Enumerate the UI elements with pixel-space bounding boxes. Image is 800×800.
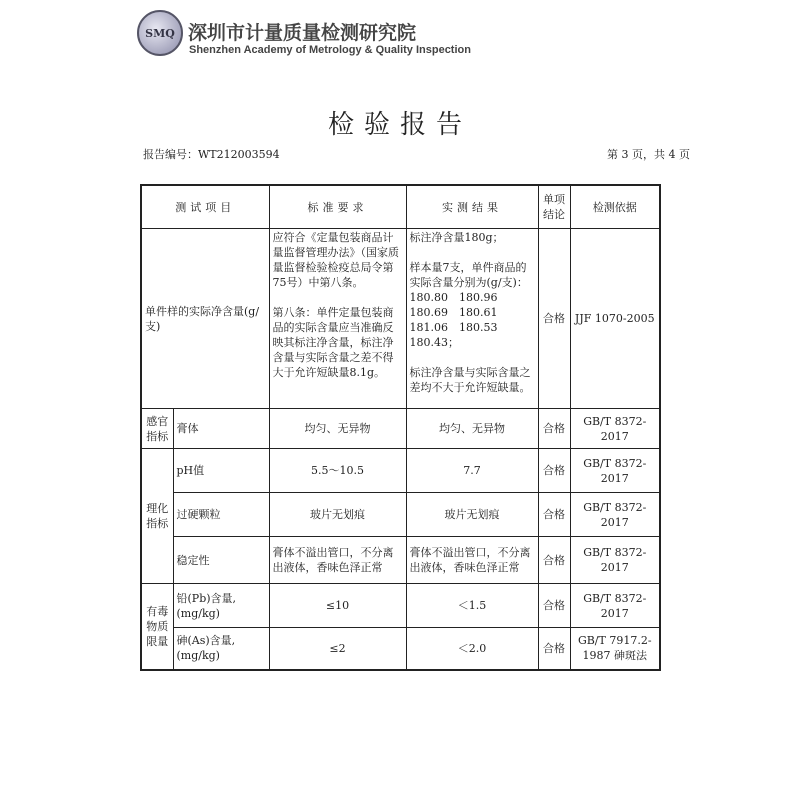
item: pH值 [173, 449, 269, 493]
col-basis: 检测依据 [570, 185, 660, 229]
res-text: 标注净含量180g； [409, 231, 504, 244]
conclusion: 合格 [538, 584, 570, 628]
conclusion: 合格 [538, 449, 570, 493]
org-name-cn: 深圳市计量质量检测研究院 [188, 22, 417, 44]
col-req: 标准要求 [269, 185, 406, 229]
res-text: ＜2.0 [406, 628, 538, 670]
req-text: 玻片无划痕 [269, 493, 406, 537]
item: 膏体 [173, 409, 269, 449]
res-text: 均匀、无异物 [406, 409, 538, 449]
table-row [141, 449, 660, 493]
req-text: ≤2 [269, 628, 406, 670]
group-label: 感官指标 [141, 409, 173, 449]
logo-text: SMQ [145, 26, 175, 40]
res-text: 7.7 [406, 449, 538, 493]
res-text: 玻片无划痕 [406, 493, 538, 537]
table-row [141, 409, 660, 449]
req-text: 应符合《定量包装商品计量监督管理办法》（国家质量监督检验检疫总局令第75号）中第八条。 [272, 231, 399, 289]
table-row [141, 229, 660, 409]
req-text: 第八条：单件定量包装商品的实际含量应当准确反映其标注净含量，标注净含量与实际含量之差不得大于允许短缺量8.1g。 [272, 306, 394, 379]
item: 铅(Pb)含量,(mg/kg) [173, 584, 269, 628]
conclusion: 合格 [538, 409, 570, 449]
basis: GB/T 8372-2017 [570, 584, 660, 628]
table-row [141, 493, 660, 537]
report-title: 检验报告 [327, 110, 472, 140]
conclusion: 合格 [538, 493, 570, 537]
col-res: 实测结果 [406, 185, 538, 229]
table-header [141, 185, 660, 229]
res-text: 样本量7支，单件商品的实际含量分别为(g/支)：180.80 180.96 180.69 180.61 181.06 180.53 180.43； [409, 261, 528, 349]
req-text: 均匀、无异物 [269, 409, 406, 449]
smq-logo [137, 10, 183, 56]
basis: GB/T 8372-2017 [570, 449, 660, 493]
res-text: 标注净含量与实际含量之差均不大于允许短缺量。 [409, 366, 531, 394]
res-text: ＜1.5 [406, 584, 538, 628]
req-text: 膏体不溢出管口，不分离出液体，香味色泽正常 [269, 537, 406, 584]
basis: GB/T 8372-2017 [570, 537, 660, 584]
table-row [141, 628, 660, 670]
basis: JJF 1070-2005 [570, 229, 660, 409]
col-concl: 单项结论 [538, 185, 570, 229]
group-label: 理化指标 [141, 449, 173, 584]
item: 稳定性 [173, 537, 269, 584]
item: 砷(As)含量,(mg/kg) [173, 628, 269, 670]
basis: GB/T 8372-2017 [570, 409, 660, 449]
conclusion: 合格 [538, 537, 570, 584]
basis: GB/T 8372-2017 [570, 493, 660, 537]
report-number: 报告编号：WT212003594 [143, 148, 280, 161]
basis: GB/T 7917.2-1987 砷斑法 [570, 628, 660, 670]
res-text: 膏体不溢出管口，不分离出液体，香味色泽正常 [406, 537, 538, 584]
table-row [141, 537, 660, 584]
req-text: 5.5～10.5 [269, 449, 406, 493]
conclusion: 合格 [538, 229, 570, 409]
col-item: 测试项目 [141, 185, 269, 229]
item: 过硬颗粒 [173, 493, 269, 537]
page-info: 第 3 页，共 4 页 [607, 148, 690, 161]
org-name-en: Shenzhen Academy of Metrology & Quality Inspection [189, 44, 471, 56]
inspection-table [140, 184, 661, 671]
group-label: 有毒物质限量 [141, 584, 173, 670]
table-row [141, 584, 660, 628]
item: 单件样的实际净含量(g/支) [141, 229, 269, 409]
req-text: ≤10 [269, 584, 406, 628]
conclusion: 合格 [538, 628, 570, 670]
